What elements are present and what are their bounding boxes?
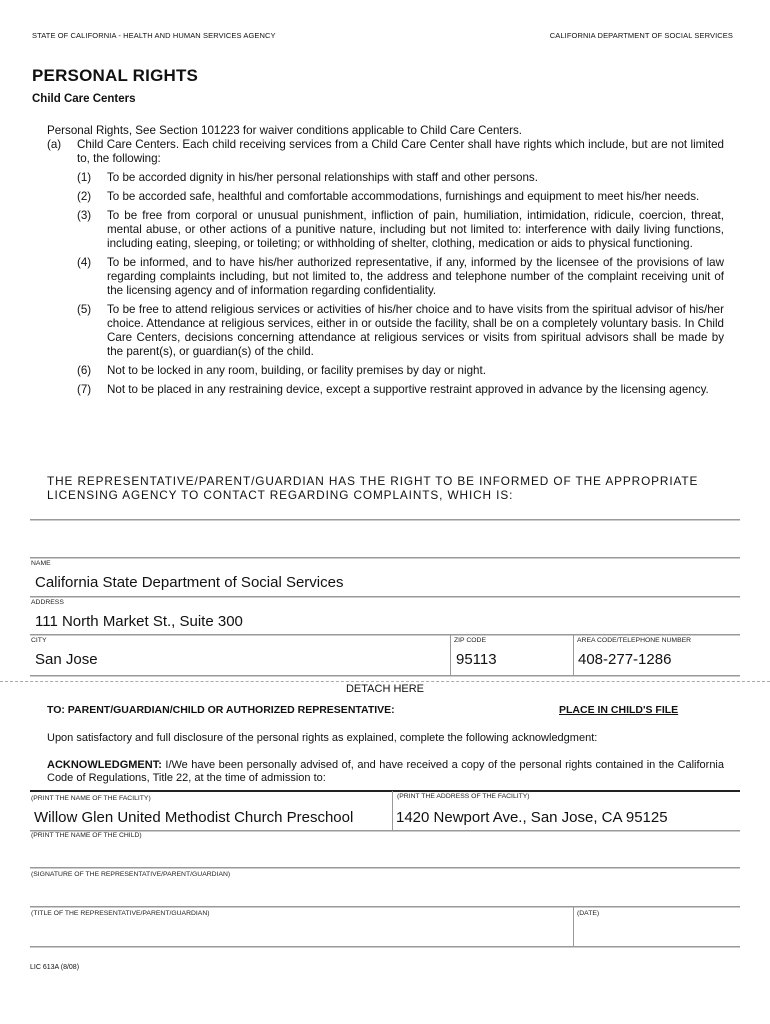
form-top-rule [30,790,740,792]
detach-line [0,681,770,682]
divider [30,634,740,636]
right-number: (2) [77,190,92,203]
right-number: (4) [77,256,92,269]
city-label: CITY [31,637,47,644]
column-divider [573,907,574,947]
signature-field[interactable] [30,884,740,906]
to-line: TO: PARENT/GUARDIAN/CHILD OR AUTHORIZED REPRESENTATIVE: [47,704,395,716]
form-number: LIC 613A (8/08) [30,964,80,971]
divider [30,557,740,559]
right-text: Not to be placed in any restraining device, except a supportive restraint approved in advance by the licensing agency. [107,383,709,396]
representative-notice: THE REPRESENTATIVE/PARENT/GUARDIAN HAS THE RIGHT TO BE INFORMED OF THE APPROPRIATE LICENSING AGENCY TO CONTACT REGARDING COMPLAINTS, WHICH IS: [47,474,699,502]
ack-intro: Upon satisfactory and full disclosure of the personal rights as explained, complete the following acknowledgment: [47,732,598,744]
right-item [77,303,724,359]
right-item [77,190,724,204]
divider [30,906,740,908]
divider [30,519,740,521]
date-field[interactable] [576,922,740,944]
right-number: (7) [77,383,92,396]
intro-text: Personal Rights, See Section 101223 for waiver conditions applicable to Child Care Centers. [47,124,522,137]
phone-field[interactable]: 408-277-1286 [578,651,672,668]
agency-address-field[interactable]: 111 North Market St., Suite 300 [35,613,243,630]
child-name-label: (PRINT THE NAME OF THE CHILD) [31,832,142,839]
address-label: ADDRESS [31,599,64,606]
title-field[interactable] [30,922,570,944]
city-field[interactable]: San Jose [35,651,98,668]
right-text: Not to be locked in any room, building, or facility premises by day or night. [107,364,486,377]
signature-label: (SIGNATURE OF THE REPRESENTATIVE/PARENT/GUARDIAN) [31,871,231,878]
right-text: To be accorded safe, healthful and comfortable accommodations, furnishings and equipment to meet his/her needs. [107,190,700,203]
right-text: To be accorded dignity in his/her personal relationships with staff and other persons. [107,171,538,184]
divider [30,596,740,598]
divider [30,675,740,677]
agency-name-field[interactable]: California State Department of Social Services [35,574,344,591]
page-title: PERSONAL RIGHTS [32,66,199,85]
facility-name-label: (PRINT THE NAME OF THE FACILITY) [31,795,151,802]
title-label: (TITLE OF THE REPRESENTATIVE/PARENT/GUARDIAN) [31,910,210,917]
right-item [77,383,724,397]
facility-name-field[interactable]: Willow Glen United Methodist Church Preschool [34,809,354,826]
acknowledgment [47,759,724,785]
right-item [77,171,724,185]
right-text: To be free to attend religious services or activities of his/her choice and to have visits from the spiritual advisor of his/her choice. Attendance at religious services, either in or outside the facility, shall be on a completely voluntary basis. In Child Care Centers, decisions concerning attendance at religious services or visits from spiritual advisors shall be made by the parent(s), or guardian(s) of the child. [107,303,724,358]
right-number: (5) [77,303,92,316]
column-divider [392,791,393,831]
right-number: (1) [77,171,92,184]
right-number: (6) [77,364,92,377]
date-label: (DATE) [577,910,600,917]
ack-label: ACKNOWLEDGMENT: [47,759,162,771]
ack-text: I/We have been personally advised of, and have received a copy of the personal rights contained in the California Code of Regulations, Title 22, at the time of admission to: [47,759,724,784]
zip-field[interactable]: 95113 [456,651,497,668]
facility-address-label: (PRINT THE ADDRESS OF THE FACILITY) [397,793,530,800]
right-number: (3) [77,209,92,222]
right-item [77,256,724,298]
place-in-file-label: PLACE IN CHILD'S FILE [559,704,679,716]
zip-label: ZIP CODE [454,637,486,644]
rights-list [77,171,724,402]
column-divider [573,635,574,675]
phone-label: AREA CODE/TELEPHONE NUMBER [577,637,692,644]
right-item [77,364,724,378]
section-a-label: (a) [47,138,62,151]
right-item [77,209,724,251]
facility-address-field[interactable]: 1420 Newport Ave., San Jose, CA 95125 [396,809,668,826]
right-text: To be informed, and to have his/her authorized representative, if any, informed by the licensee of the provisions of law regarding complaints including, but not limited to, the address and telephone number of the complaint receiving unit of the licensing agency and of information regarding confidentiality. [107,256,724,297]
divider [30,867,740,869]
detach-label: DETACH HERE [345,683,425,695]
divider [30,946,740,948]
department-header: CALIFORNIA DEPARTMENT OF SOCIAL SERVICES [549,31,733,40]
name-label: NAME [31,560,51,567]
column-divider [450,635,451,675]
section-a-text: Child Care Centers. Each child receiving services from a Child Care Center shall have rights which include, but are not limited to, the following: [77,138,724,165]
agency-header: STATE OF CALIFORNIA - HEALTH AND HUMAN SERVICES AGENCY [32,31,276,40]
page-subtitle: Child Care Centers [32,93,136,105]
right-text: To be free from corporal or unusual punishment, infliction of pain, humiliation, intimidation, ridicule, coercion, threat, mental abuse, or other actions of a punitive nature, including but not limited to: interference with daily living functions, including eating, sleeping, or toileting; or withholding of shelter, clothing, medication or aids to physical functioning. [107,209,724,250]
